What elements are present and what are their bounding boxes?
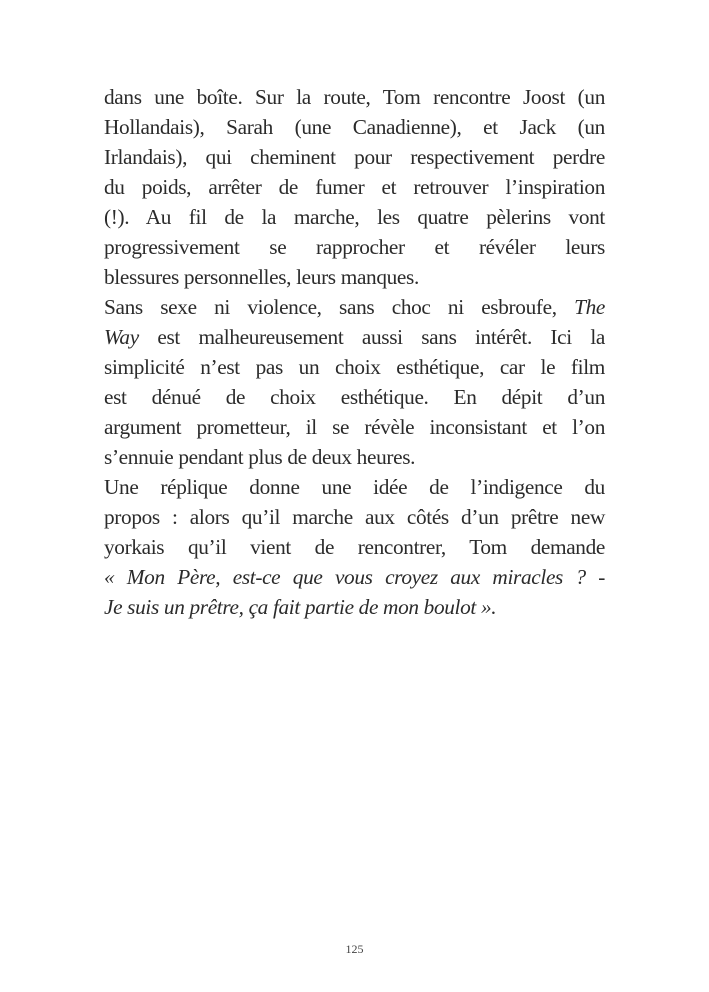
text-run: est malheureusement aussi sans intérêt. Ici la [138,325,605,349]
text-line: propos : alors qu’il marche aux côtés d’un prêtre new [104,505,605,529]
text-line [104,292,605,322]
quote-line: Je suis un prêtre, ça fait partie de mon boulot ». [104,595,497,619]
text-line: argument prometteur, il se révèle inconsistant et l’on [104,415,605,439]
film-title: Way [104,325,139,349]
page-number: 125 [345,942,364,956]
text-line: dans une boîte. Sur la route, Tom rencontre Joost (un [104,85,605,109]
film-title: The [574,295,605,319]
text-line [104,322,605,352]
text-line: (!). Au fil de la marche, les quatre pèlerins vont [104,205,605,229]
text-line: du poids, arrêter de fumer et retrouver l’inspiration [104,175,605,199]
text-line: blessures personnelles, leurs manques. [104,265,419,289]
text-run: Sans sexe ni violence, sans choc ni esbroufe, [104,295,575,319]
text-line: Hollandais), Sarah (une Canadienne), et Jack (un [104,115,605,139]
text-line: simplicité n’est pas un choix esthétique, car le film [104,355,605,379]
quote-line: « Mon Père, est-ce que vous croyez aux miracles ? - [104,565,605,589]
text-line: progressivement se rapprocher et révéler leurs [104,235,605,259]
text-line: est dénué de choix esthétique. En dépit d’un [104,385,605,409]
body-text [104,82,605,622]
text-line: yorkais qu’il vient de rencontrer, Tom demande [104,535,605,559]
text-line: Irlandais), qui cheminent pour respectivement perdre [104,145,605,169]
text-line: Une réplique donne une idée de l’indigence du [104,475,605,499]
text-line: s’ennuie pendant plus de deux heures. [104,445,416,469]
